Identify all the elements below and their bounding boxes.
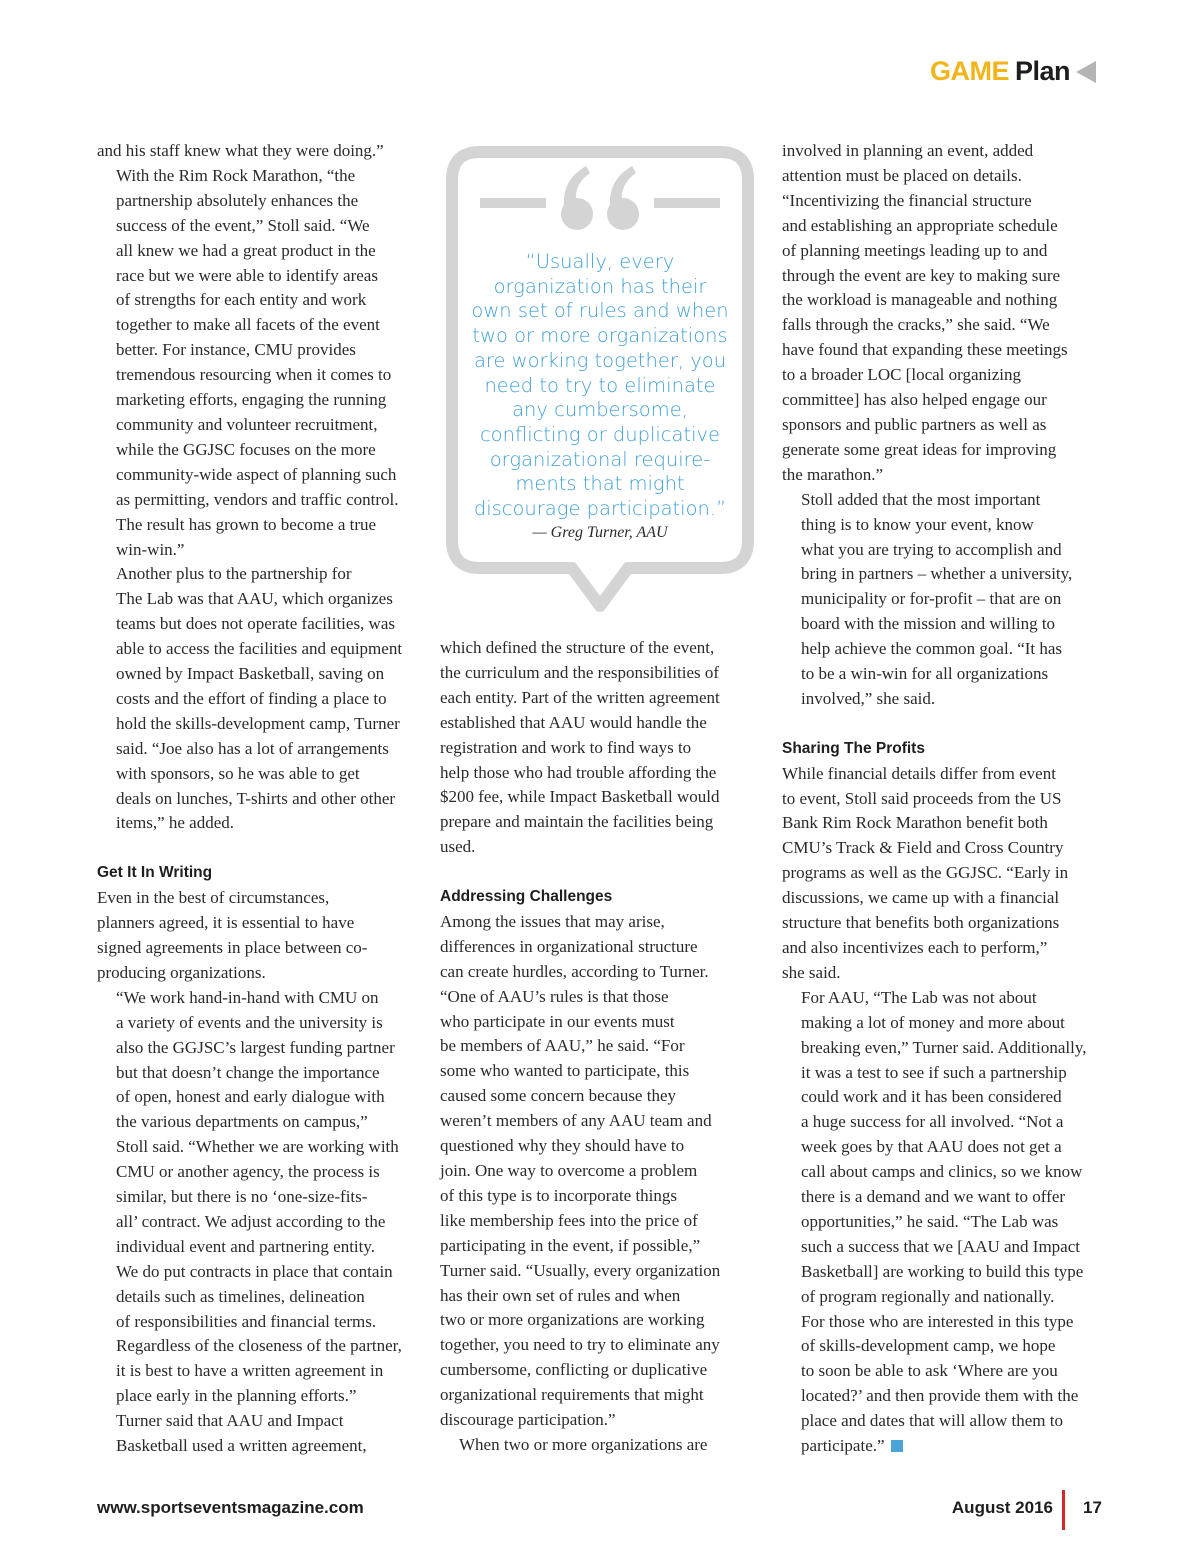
text-line: signed agreements in place between co- bbox=[97, 937, 368, 957]
text-line: questioned why they should have to bbox=[440, 1136, 685, 1156]
text-line: to soon be able to ask ‘Where are you bbox=[801, 1361, 1058, 1381]
text-line: structure that benefits both organizations bbox=[782, 913, 1060, 933]
text-line: discourage participation.” bbox=[473, 497, 727, 521]
paragraph bbox=[782, 986, 1112, 1459]
text-line: but that doesn’t change the importance bbox=[116, 1062, 380, 1082]
text-line: falls through the cracks,” she said. “We bbox=[782, 315, 1050, 335]
text-line: help achieve the common goal. “It has bbox=[801, 639, 1063, 659]
text-line: each entity. Part of the written agreement bbox=[440, 687, 720, 707]
text-line: Another plus to the partnership for bbox=[116, 564, 352, 584]
text-line: join. One way to overcome a problem bbox=[440, 1161, 698, 1181]
footer-website-url: www.sportseventsmagazine.com bbox=[97, 1498, 364, 1517]
text-line: conflicting or duplicative bbox=[479, 422, 721, 446]
text-line: teams but does not operate facilities, was bbox=[116, 614, 395, 634]
text-line: to event, Stoll said proceeds from the US bbox=[782, 788, 1062, 808]
text-line: the various departments on campus,” bbox=[116, 1112, 368, 1132]
text-line: have found that expanding these meetings bbox=[782, 340, 1068, 360]
text-line: Turner said that AAU and Impact bbox=[116, 1411, 344, 1431]
text-line: producing organizations. bbox=[97, 962, 266, 982]
text-line: week goes by that AAU does not get a bbox=[801, 1137, 1062, 1157]
subheading-sharing-the-profits: Sharing The Profits bbox=[782, 739, 925, 757]
text-line: all knew we had a great product in the bbox=[116, 240, 376, 260]
text-line: weren’t members of any AAU team and bbox=[440, 1111, 712, 1131]
text-line: hold the skills-development camp, Turner bbox=[116, 713, 400, 733]
text-line: attention must be placed on details. bbox=[782, 165, 1022, 185]
text-line: partnership absolutely enhances the bbox=[116, 190, 359, 210]
text-line: able to access the facilities and equipment bbox=[116, 639, 403, 659]
text-line: what you are trying to accomplish and bbox=[801, 539, 1062, 559]
paragraph bbox=[97, 164, 429, 563]
text-line: organizational require- bbox=[489, 447, 711, 471]
article-column-1 bbox=[97, 139, 429, 1459]
text-line: any cumbersome, bbox=[512, 398, 688, 422]
text-line: to be a win-win for all organizations bbox=[801, 664, 1049, 684]
text-line: need to try to eliminate bbox=[484, 373, 716, 397]
text-line: With the Rim Rock Marathon, “the bbox=[116, 165, 356, 185]
text-line: of this type is to incorporate things bbox=[440, 1185, 678, 1205]
text-line: generate some great ideas for improving bbox=[782, 439, 1057, 459]
text-line: to a broader LOC [local organizing bbox=[782, 365, 1022, 385]
text-line: planners agreed, it is essential to have bbox=[97, 913, 355, 933]
text-line: race but we were able to identify areas bbox=[116, 265, 378, 285]
text-line: could work and it has been considered bbox=[801, 1087, 1062, 1107]
text-line: used. bbox=[440, 837, 476, 857]
text-line: be members of AAU,” he said. “For bbox=[440, 1036, 685, 1056]
quote-rule-left bbox=[480, 198, 546, 208]
article-column-3 bbox=[782, 139, 1112, 1459]
paragraph bbox=[440, 910, 760, 1433]
text-line: and establishing an appropriate schedule bbox=[782, 215, 1058, 235]
text-line: prepare and maintain the facilities being bbox=[440, 812, 714, 832]
text-line: it was a test to see if such a partnership bbox=[801, 1062, 1067, 1082]
text-line: CMU or another agency, the process is bbox=[116, 1162, 380, 1182]
text-line: deals on lunches, T-shirts and other other bbox=[116, 788, 396, 808]
text-line: $200 fee, while Impact Basketball would bbox=[440, 787, 720, 807]
text-line: of program regionally and nationally. bbox=[801, 1286, 1055, 1306]
footer-divider bbox=[1062, 1490, 1065, 1530]
text-line: discourage participation.” bbox=[440, 1410, 616, 1430]
text-line: some who wanted to participate, this bbox=[440, 1061, 690, 1081]
triangle-left-icon bbox=[1076, 61, 1096, 83]
text-line: bring in partners – whether a university, bbox=[801, 564, 1073, 584]
text-line: located?’ and then provide them with the bbox=[801, 1386, 1079, 1406]
text-line: The Lab was that AAU, which organizes bbox=[116, 589, 393, 609]
text-line: committee] has also helped engage our bbox=[782, 390, 1047, 410]
quote-rule-right bbox=[654, 198, 720, 208]
text-line: costs and the effort of finding a place to bbox=[116, 688, 387, 708]
paragraph bbox=[782, 488, 1112, 712]
text-line: community-wide aspect of planning such bbox=[116, 464, 397, 484]
text-line: involved in planning an event, added bbox=[782, 141, 1034, 160]
text-line: Turner said. “Usually, every organization bbox=[440, 1260, 721, 1280]
text-line: and his staff knew what they were doing.” bbox=[97, 141, 384, 160]
text-line: opportunities,” he said. “The Lab was bbox=[801, 1211, 1059, 1231]
text-line: established that AAU would handle the bbox=[440, 712, 707, 732]
footer-issue-date: August 2016 bbox=[951, 1498, 1053, 1517]
text-line: she said. bbox=[782, 962, 841, 982]
text-line: there is a demand and we want to offer bbox=[801, 1187, 1066, 1207]
text-line: thing is to know your event, know bbox=[801, 514, 1034, 534]
text-line: registration and work to find ways to bbox=[440, 737, 692, 757]
text-line: together, you need to try to eliminate any bbox=[440, 1335, 720, 1355]
text-line: For AAU, “The Lab was not about bbox=[801, 987, 1037, 1007]
text-line: better. For instance, CMU provides bbox=[116, 340, 356, 360]
text-line: programs as well as the GGJSC. “Early in bbox=[782, 863, 1069, 883]
text-line: involved,” she said. bbox=[801, 688, 936, 708]
text-line: a huge success for all involved. “Not a bbox=[801, 1112, 1064, 1132]
text-line: cumbersome, conflicting or duplicative bbox=[440, 1360, 708, 1380]
quote-marks-icon bbox=[561, 166, 639, 230]
text-line: caused some concern because they bbox=[440, 1086, 676, 1106]
page-number: 17 bbox=[1083, 1498, 1102, 1517]
text-line: community and volunteer recruitment, bbox=[116, 414, 378, 434]
text-line: it is best to have a written agreement in bbox=[116, 1361, 384, 1381]
subheading-addressing-challenges: Addressing Challenges bbox=[440, 888, 613, 906]
paragraph bbox=[97, 139, 429, 164]
text-line: of responsibilities and financial terms. bbox=[116, 1311, 377, 1331]
paragraph bbox=[97, 986, 429, 1409]
text-line: Among the issues that may arise, bbox=[440, 911, 665, 931]
text-line: making a lot of money and more about bbox=[801, 1012, 1065, 1032]
text-line: through the event are key to making sure bbox=[782, 265, 1061, 285]
text-line: Stoll said. “Whether we are working with bbox=[116, 1137, 399, 1157]
text-line: Stoll added that the most important bbox=[801, 489, 1041, 509]
text-line: a variety of events and the university is bbox=[116, 1012, 383, 1032]
text-line: like membership fees into the price of bbox=[440, 1210, 698, 1230]
pull-quote bbox=[455, 250, 745, 522]
paragraph bbox=[97, 1409, 429, 1459]
paragraph bbox=[782, 762, 1112, 986]
paragraph bbox=[97, 562, 429, 836]
text-line: items,” he added. bbox=[116, 813, 235, 833]
text-line: owned by Impact Basketball, saving on bbox=[116, 664, 385, 684]
text-line: such a success that we [AAU and Impact bbox=[801, 1236, 1080, 1256]
text-line: The result has grown to become a true bbox=[116, 514, 377, 534]
text-line: all’ contract. We adjust according to the bbox=[116, 1211, 386, 1231]
text-line: which defined the structure of the event, bbox=[440, 638, 715, 657]
paragraph bbox=[440, 636, 760, 860]
text-line: win-win.” bbox=[116, 539, 185, 559]
text-line: are working together, you bbox=[473, 348, 727, 372]
text-line: of strengths for each entity and work bbox=[116, 290, 367, 310]
section-header bbox=[930, 56, 1096, 87]
text-line: own set of rules and when bbox=[471, 299, 729, 323]
text-line: can create hurdles, according to Turner. bbox=[440, 961, 709, 981]
text-line: Basketball used a written agreement, bbox=[116, 1436, 367, 1456]
text-line: Bank Rim Rock Marathon benefit both bbox=[782, 813, 1048, 833]
text-line: the marathon.” bbox=[782, 464, 884, 484]
text-line: “Incentivizing the financial structure bbox=[782, 190, 1032, 210]
text-line: while the GGJSC focuses on the more bbox=[116, 439, 376, 459]
text-line: organizational requirements that might bbox=[440, 1385, 704, 1405]
text-line: two or more organizations bbox=[472, 324, 728, 348]
text-line: municipality or for-profit – that are on bbox=[801, 589, 1062, 609]
text-line: has their own set of rules and when bbox=[440, 1285, 681, 1305]
text-line: marketing efforts, engaging the running bbox=[116, 390, 387, 410]
text-line: For those who are interested in this type bbox=[801, 1311, 1074, 1331]
section-name-plan: Plan bbox=[1014, 56, 1070, 86]
pull-quote-attribution: — Greg Turner, AAU bbox=[532, 524, 668, 541]
text-line: organization has their bbox=[493, 274, 707, 298]
paragraph bbox=[97, 886, 429, 986]
article-column-2 bbox=[440, 636, 760, 1458]
text-line: two or more organizations are working bbox=[440, 1310, 705, 1330]
text-line: of planning meetings leading up to and bbox=[782, 240, 1048, 260]
text-line: “Usually, every bbox=[525, 250, 675, 273]
text-line: participate.” bbox=[782, 1434, 1112, 1459]
text-line: Even in the best of circumstances, bbox=[97, 888, 330, 908]
text-line: CMU’s Track & Field and Cross Country bbox=[782, 838, 1064, 858]
text-line: of open, honest and early dialogue with bbox=[116, 1087, 385, 1107]
paragraph bbox=[782, 139, 1112, 488]
text-line: said. “Joe also has a lot of arrangements bbox=[116, 738, 389, 758]
text-line: call about camps and clinics, so we know bbox=[801, 1162, 1083, 1182]
text-line: Basketball] are working to build this type bbox=[801, 1261, 1084, 1281]
text-line: place early in the planning efforts.” bbox=[116, 1386, 357, 1406]
text-line: the curriculum and the responsibilities of bbox=[440, 662, 720, 682]
text-line: the workload is manageable and nothing bbox=[782, 290, 1058, 310]
text-line: “We work hand-in-hand with CMU on bbox=[116, 987, 379, 1007]
text-line: details such as timelines, delineation bbox=[116, 1286, 365, 1306]
text-line: of skills-development camp, we hope bbox=[801, 1336, 1056, 1356]
text-line: with sponsors, so he was able to get bbox=[116, 763, 360, 783]
paragraph bbox=[440, 1433, 760, 1458]
end-of-article-icon bbox=[891, 1440, 903, 1452]
section-name-game: GAME bbox=[929, 56, 1009, 86]
text-line: breaking even,” Turner said. Additionally, bbox=[801, 1037, 1087, 1057]
text-line: individual event and partnering entity. bbox=[116, 1236, 376, 1256]
text-line: as permitting, vendors and traffic control. bbox=[116, 489, 399, 509]
text-line: board with the mission and willing to bbox=[801, 614, 1056, 634]
text-line: While financial details differ from event bbox=[782, 763, 1056, 783]
text-line: Regardless of the closeness of the partner, bbox=[116, 1336, 402, 1356]
subheading-get-it-in-writing: Get It In Writing bbox=[97, 864, 213, 882]
text-line: also the GGJSC’s largest funding partner bbox=[116, 1037, 395, 1057]
text-line: place and dates that will allow them to bbox=[801, 1411, 1064, 1431]
text-line: sponsors and public partners as well as bbox=[782, 414, 1047, 434]
text-line: discussions, we came up with a financial bbox=[782, 888, 1060, 908]
text-line: We do put contracts in place that contain bbox=[116, 1261, 393, 1281]
text-line: differences in organizational structure bbox=[440, 936, 698, 956]
text-line: “One of AAU’s rules is that those bbox=[440, 986, 669, 1006]
text-line: When two or more organizations are bbox=[459, 1434, 708, 1454]
text-line: and also incentivizes each to perform,” bbox=[782, 937, 1048, 957]
text-line: ments that might bbox=[515, 472, 685, 496]
text-line: together to make all facets of the event bbox=[116, 315, 380, 335]
text-line: help those who had trouble affording the bbox=[440, 762, 717, 782]
text-line: tremendous resourcing when it comes to bbox=[116, 365, 392, 385]
text-line: who participate in our events must bbox=[440, 1011, 675, 1031]
text-line: similar, but there is no ‘one-size-fits- bbox=[116, 1187, 368, 1207]
text-line: participating in the event, if possible,” bbox=[440, 1235, 701, 1255]
text-line: success of the event,” Stoll said. “We bbox=[116, 215, 370, 235]
